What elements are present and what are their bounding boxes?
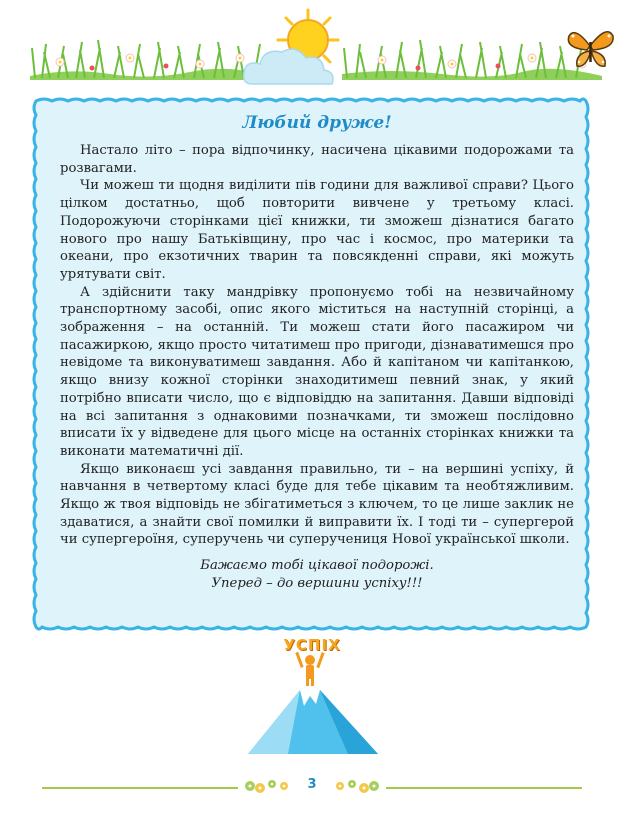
letter-body (60, 112, 574, 593)
closing-wishes (60, 557, 574, 593)
mountain-success-icon (238, 650, 388, 760)
page-number: 3 (307, 777, 317, 792)
butterfly-icon (565, 24, 615, 70)
sun-cloud-icon (238, 8, 358, 98)
paragraph: А здійснити таку мандрівку пропонуємо тобі на незвичайному транспортному засобі, опис якого міститься на наступній сторінці, а зображення – на останній. Ти можеш стати його пасажиром чи пасажиркою, якщо просто читатимеш про пригоди, дізнаватимешся про невідоме та виконуватимеш завдання. Або й капітаном чи капітанкою, якщо внизу кожної сторінки знаходитимеш певний знак, у який потрібно вписати число, що є відповіддю на запитання. Давши відповіді на всі запитання з однаковими позначками, ти зможеш послідовно вписати їх у відведене для цього місце на останніх сторінках книжки та виконати математичні дії. (60, 284, 574, 459)
flowers-decoration-right (330, 772, 382, 800)
closing-line-2: Уперед – до вершини успіху!!! (211, 576, 423, 592)
flowers-decoration-left (242, 772, 294, 800)
grass-decoration-right (342, 18, 602, 80)
success-label: УСПІХ (283, 636, 341, 654)
footer-divider-right (386, 787, 582, 789)
letter-title: Любий друже! (242, 113, 392, 133)
paragraph: Якщо виконаєш усі завдання правильно, ти – на вершині успіху, й навчання в четвертому класі буде для тебе цікавим та необтяжливим. Якщо ж твоя відповідь не збігатиметься з ключем, то це лише заклик не здаватися, а знайти свої помилки й виправити їх. І тоді ти – супергерой чи супергероїня, суперучень чи суперучениця Нової української школи. (60, 461, 574, 548)
paragraph: Настало літо – пора відпочинку, насичена цікавими подорожами та розвагами. (60, 143, 574, 176)
footer-divider-left (42, 787, 238, 789)
paragraph: Чи можеш ти щодня виділити пів години для важливої справи? Цього цілком достатньо, щоб повторити вивчене у третьому класі. Подорожуючи сторінками цієї книжки, ти зможеш дізнатися багато нового про нашу Батьківщину, про час і космос, про материки та океани, про екзотичних тварин та повсякденні справи, які можуть урятувати світ. (60, 178, 574, 282)
closing-line-1: Бажаємо тобі цікавої подорожі. (200, 558, 434, 574)
grass-decoration-left (30, 18, 265, 80)
